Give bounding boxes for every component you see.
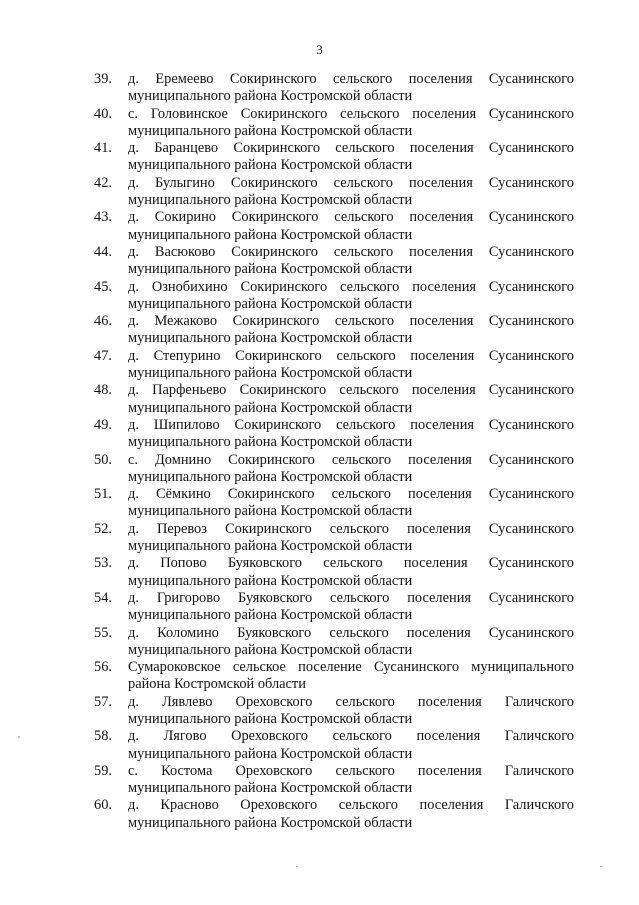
list-item [94,797,574,832]
item-number: 51. [94,486,112,503]
item-text: д. Булыгино Сокиринского сельского поселения Сусанинского муниципального района Костромской области [128,174,574,209]
item-text: д. Попово Буяковского сельского поселения Сусанинского муниципального района Костромской области [128,555,574,589]
item-number: 48. [94,382,112,399]
list-item [94,279,574,314]
list-item [94,659,574,694]
list-item [94,763,574,798]
item-number: 57. [94,693,112,710]
item-number: 56. [94,659,112,676]
item-text: д. Красново Ореховского сельского поселения Галичского муниципального района Костромской области [128,797,574,831]
item-text: д. Коломино Буяковского сельского поселения Сусанинского муниципального района Костромской области [128,624,574,658]
item-number: 43. [94,209,112,226]
item-number: 53. [94,555,112,572]
scan-speck [296,866,298,867]
item-number: 49. [94,416,112,433]
item-number: 58. [94,728,112,745]
list-item [94,625,574,660]
list-item [94,417,574,452]
list-item [94,590,574,625]
item-text: д. Васюково Сокиринского сельского поселения Сусанинского муниципального района Костромской области [128,243,574,278]
list-item [94,106,574,141]
list-item [94,521,574,556]
item-text: д. Сёмкино Сокиринского сельского поселения Сусанинского муниципального района Костромской области [128,486,574,520]
list-item [94,382,574,417]
item-text: д. Ознобихино Сокиринского сельского поселения Сусанинского муниципального района Костромской области [128,278,574,312]
item-number: 41. [94,140,112,157]
list-item [94,140,574,175]
item-number: 45. [94,278,112,295]
item-number: 40. [94,105,112,122]
list-item [94,728,574,763]
item-text: д. Лявлево Ореховского сельского поселения Галичского муниципального района Костромской области [128,693,574,727]
item-text: д. Лягово Ореховского сельского поселения Галичского муниципального района Костромской области [128,728,574,762]
list-item [94,175,574,210]
list-item [94,244,574,279]
item-text: д. Баранцево Сокиринского сельского поселения Сусанинского муниципального района Костромской области [128,140,574,174]
item-number: 52. [94,520,112,537]
item-text: с. Головинское Сокиринского сельского поселения Сусанинского муниципального района Костромской области [128,105,574,139]
item-text: д. Степурино Сокиринского сельского поселения Сусанинского муниципального района Костромской области [128,347,574,382]
item-text: д. Сокирино Сокиринского сельского поселения Сусанинского муниципального района Костромской области [128,209,574,243]
item-number: 42. [94,174,112,191]
list-item [94,313,574,348]
item-text: д. Шипилово Сокиринского сельского поселения Сусанинского муниципального района Костромской области [128,416,574,451]
page-number: 3 [316,42,323,57]
item-text: д. Еремеево Сокиринского сельского поселения Сусанинского муниципального района Костромской области [128,71,574,105]
scan-speck [600,866,603,867]
item-text: с. Костома Ореховского сельского поселения Галичского муниципального района Костромской области [128,762,574,797]
item-text: с. Домнино Сокиринского сельского поселения Сусанинского муниципального района Костромской области [128,451,574,485]
list-item [94,486,574,521]
list-item [94,209,574,244]
item-number: 46. [94,313,112,330]
item-text: д. Парфеньево Сокиринского сельского поселения Сусанинского муниципального района Костромской области [128,382,574,416]
list-item [94,555,574,590]
list-item [94,71,574,106]
item-number: 54. [94,589,112,606]
item-number: 50. [94,451,112,468]
item-number: 44. [94,243,112,260]
item-number: 39. [94,71,112,87]
item-number: 47. [94,347,112,364]
scan-speck [18,736,20,738]
item-number: 59. [94,762,112,779]
item-text: д. Перевоз Сокиринского сельского поселения Сусанинского муниципального района Костромской области [128,520,574,555]
item-number: 60. [94,797,112,814]
list-item [94,452,574,487]
item-text: Сумароковское сельское поселение Сусанинского муниципального района Костромской области [128,659,574,693]
settlement-list [94,71,574,832]
item-text: д. Григорово Буяковского сельского поселения Сусанинского муниципального района Костромской области [128,589,574,624]
item-number: 55. [94,624,112,641]
item-text: д. Межаково Сокиринского сельского поселения Сусанинского муниципального района Костромской области [128,313,574,347]
list-item [94,694,574,729]
list-item [94,348,574,383]
